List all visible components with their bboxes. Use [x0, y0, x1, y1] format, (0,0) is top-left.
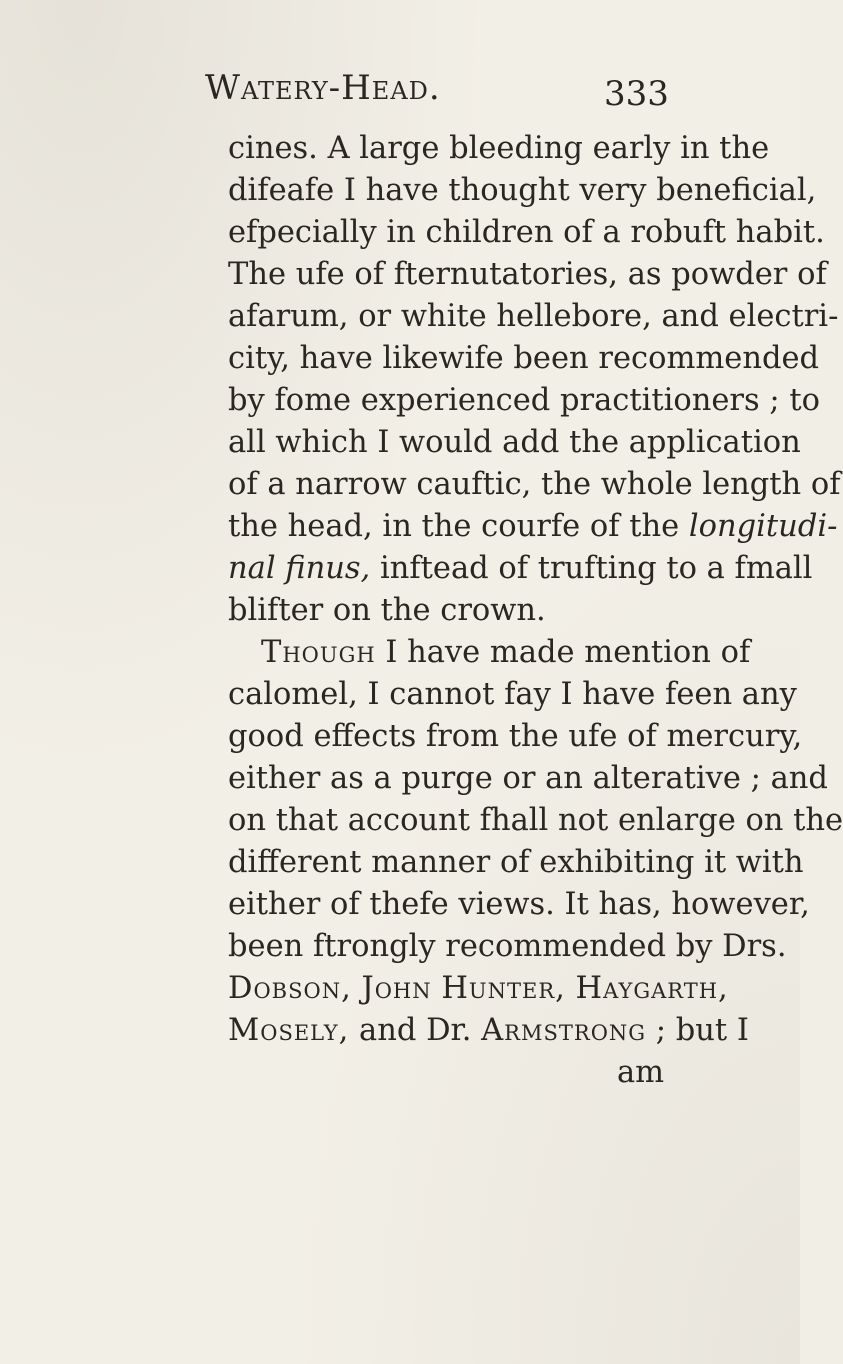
catchword: am	[617, 1055, 665, 1090]
text-line: been ftrongly recommended by Drs.	[228, 929, 787, 964]
small-caps-name: Hunter,	[441, 971, 566, 1006]
small-caps-name: Mosely,	[228, 1013, 350, 1048]
text-line: all which I would add the application	[228, 425, 801, 460]
text-line	[228, 548, 813, 590]
text-line: either as a purge or an alterative ; and	[228, 761, 828, 796]
running-head-title: Watery-Head.	[205, 68, 441, 108]
text-span: and Dr.	[349, 1013, 482, 1048]
page-number: 333	[604, 74, 669, 114]
text-line: difeafe I have thought very beneficial,	[228, 173, 817, 208]
text-line	[228, 506, 838, 548]
small-caps-word: Though	[261, 635, 376, 670]
text-line	[228, 1010, 749, 1052]
small-caps-name: Dobson,	[228, 971, 352, 1006]
text-line: efpecially in children of a robuft habit.	[228, 215, 825, 250]
text-line: afarum, or white hellebore, and electri-	[228, 299, 839, 334]
text-line: either of thefe views. It has, however,	[228, 887, 810, 922]
paragraph-start-line	[261, 632, 751, 674]
text-span: the head, in the courfe of the	[228, 509, 689, 544]
text-line: blifter on the crown.	[228, 593, 546, 628]
text-line: good effects from the ufe of mercury,	[228, 719, 803, 754]
text-line: calomel, I cannot fay I have feen any	[228, 677, 797, 712]
text-span: I have made mention of	[375, 635, 751, 670]
running-head	[0, 64, 800, 124]
small-caps-name: John	[361, 971, 432, 1006]
text-line	[228, 968, 729, 1010]
text-span: inftead of trufting to a fmall	[370, 551, 813, 586]
italic-term: nal finus,	[228, 551, 371, 586]
small-caps-name: Haygarth,	[575, 971, 729, 1006]
text-span: ; but I	[646, 1013, 749, 1048]
text-line: city, have likewife been recommended	[228, 341, 820, 376]
text-line: by fome experienced practitioners ; to	[228, 383, 820, 418]
text-line: cines. A large bleeding early in the	[228, 131, 770, 166]
text-line: of a narrow cauftic, the whole length of	[228, 467, 841, 502]
text-line: different manner of exhibiting it with	[228, 845, 804, 880]
small-caps-name: Armstrong	[481, 1013, 647, 1048]
text-line: The ufe of fternutatories, as powder of	[228, 257, 827, 292]
italic-term: longitudi-	[688, 509, 838, 544]
text-line: on that account fhall not enlarge on the	[228, 803, 843, 838]
